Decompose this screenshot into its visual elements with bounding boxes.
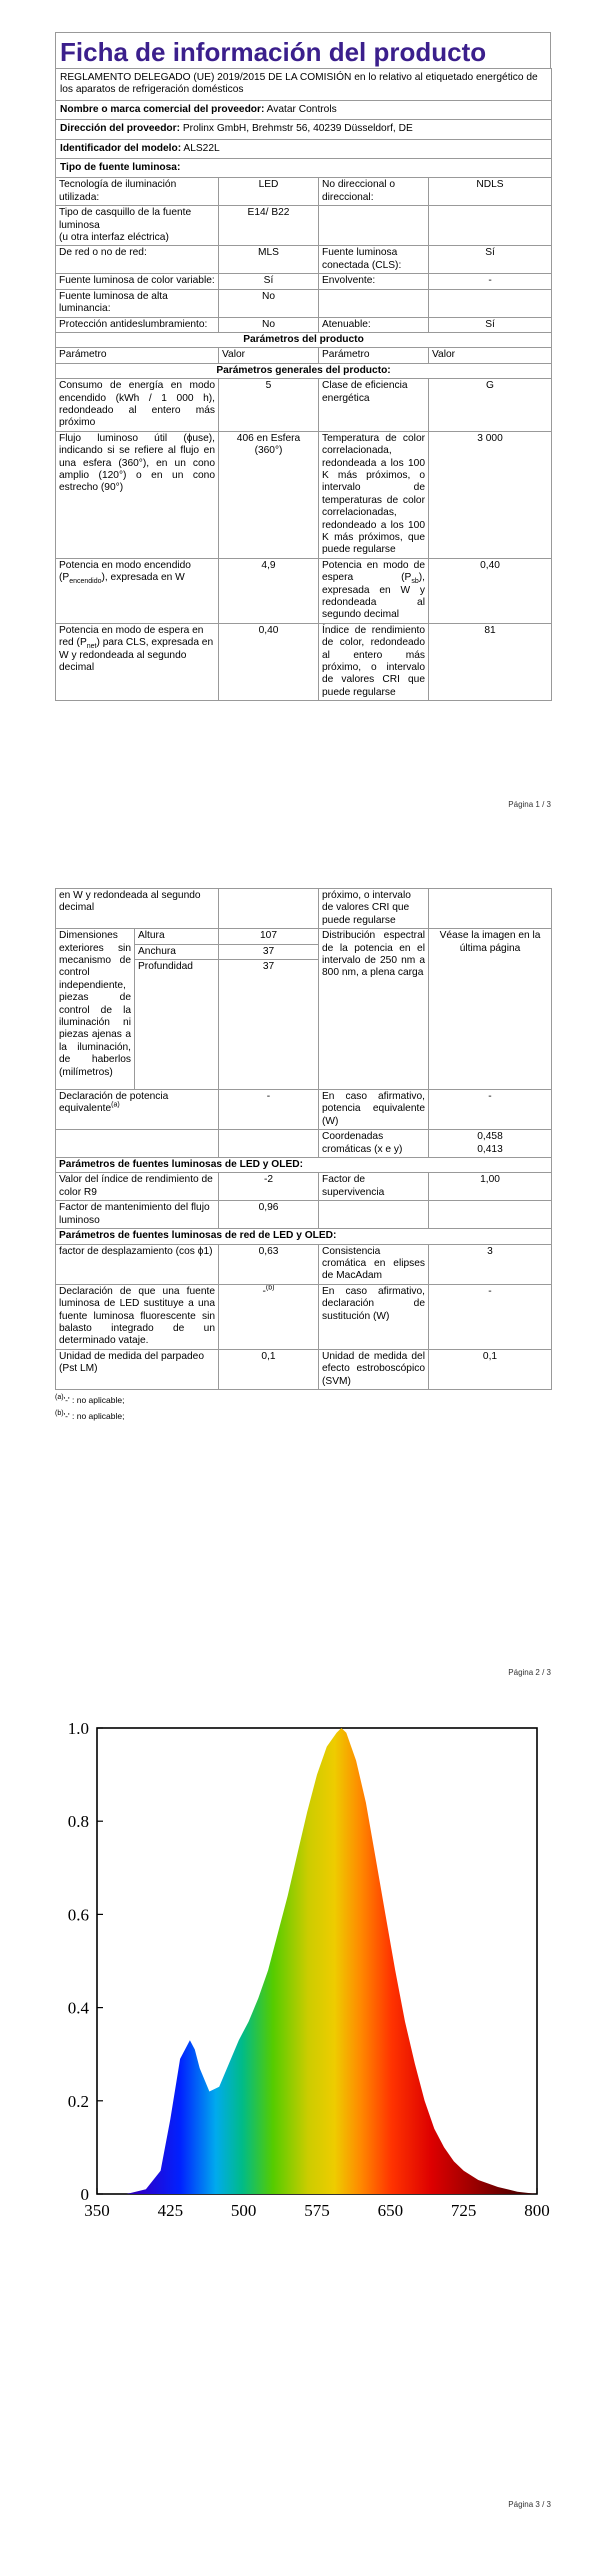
address-value: Prolinx GmbH, Brehmstr 56, 40239 Düsseldorf, DE <box>182 123 413 135</box>
x-tick-label: 350 <box>84 2201 110 2220</box>
footnote-b: $^{(b)}$'-' : no aplicable; <box>55 1410 125 1421</box>
source-type-header: Tipo de fuente luminosa: <box>56 159 552 178</box>
led-header: Parámetros de fuentes luminosas de LED y OLED: <box>56 1158 552 1173</box>
table-row: Factor de mantenimiento del flujo luminoso 0,96 <box>56 1201 552 1229</box>
table-row: en W y redondeada al segundo decimal próximo, o intervalo de valores CRI que puede regularse <box>56 889 552 929</box>
table-row: Declaración de que una fuente luminosa de LED sustituye a una fuente luminosa fluorescente sin balasto integrado de un determinado vataje. -$^{(b)}$ En caso afirmativo, declaración de sustitución (W) - <box>56 1284 552 1349</box>
x-tick-label: 425 <box>157 2201 184 2220</box>
table-row: Declaración de potencia equivalente$^{(a)}$ - En caso afirmativo, potencia equivalente (W) - <box>56 1090 552 1130</box>
table-row: Coordenadas cromáticas (x e y) 0,458 0,413 <box>56 1130 552 1158</box>
table-row: Tecnología de iluminación utilizada: LED No direccional o direccional: NDLS <box>56 178 552 206</box>
product-info-table <box>55 68 552 701</box>
product-sheet <box>55 32 551 701</box>
table-row: Tipo de casquillo de la fuente luminosa (u otra interfaz eléctrica) E14/ B22 <box>56 206 552 246</box>
page-number: Página 2 / 3 <box>508 1668 551 1677</box>
product-sheet-continued <box>55 888 551 1424</box>
page-number: Página 1 / 3 <box>508 800 551 809</box>
y-tick-label: 0.6 <box>67 1905 89 1925</box>
table-row: Profundidad 37 <box>56 960 552 1090</box>
table-row: De red o no de red: MLS Fuente luminosa conectada (CLS): Sí <box>56 246 552 274</box>
x-tick-label: 800 <box>524 2201 550 2220</box>
spectrum-area <box>126 1728 537 2194</box>
table-row: factor de desplazamiento (cos ϕ1) 0,63 Consistencia cromática en elipses de MacAdam 3 <box>56 1244 552 1284</box>
table-row: Anchura 37 <box>56 944 552 959</box>
footnotes <box>55 1392 551 1424</box>
supplier-row: Nombre o marca comercial del proveedor: Avatar Controls <box>56 100 552 119</box>
table-row: Fuente luminosa de alta luminancia: No <box>56 289 552 317</box>
table-row: Unidad de medida del parpadeo (Pst LM) 0,1 Unidad de medida del efecto estroboscópico (SVM) 0,1 <box>56 1349 552 1389</box>
model-row: Identificador del modelo: ALS22L <box>56 139 552 158</box>
general-header: Parámetros generales del producto: <box>56 363 552 378</box>
x-tick-label: 500 <box>230 2201 257 2220</box>
spectral-distribution-chart <box>55 1718 555 2248</box>
table-row: Fuente luminosa de color variable: Sí Envolvente: - <box>56 274 552 289</box>
table-row: Flujo luminoso útil (ɸuse), indicando si se refiere al flujo en una esfera (360°), en un cono amplio (120°) o en un cono estrecho (90°) 406 en Esfera (360°) Temperatura de color correlacionada, redondeada a los 100 K más próximos, o intervalo de temperaturas de color correlacionadas, redondeado a los 100 K más próximos, que puede regularse 3 000 <box>56 431 552 558</box>
y-tick-label: 0.2 <box>67 2091 89 2111</box>
y-tick-label: 0 <box>80 2185 89 2204</box>
table-row: Valor del índice de rendimiento de color R9 -2 Factor de supervivencia 1,00 <box>56 1173 552 1201</box>
y-tick-label: 0.4 <box>67 1998 89 2018</box>
page-1 <box>0 0 603 848</box>
regulation-text: REGLAMENTO DELEGADO (UE) 2019/2015 DE LA COMISIÓN en lo relativo al etiquetado energético de los aparatos de refrigeración domésticos <box>56 69 552 101</box>
y-tick-label: 0.8 <box>67 1812 89 1832</box>
product-info-table-continued <box>55 888 552 1390</box>
page-3 <box>0 1698 603 2560</box>
x-tick-label: 725 <box>450 2201 477 2220</box>
page-2 <box>0 848 603 1698</box>
table-row: Protección antideslumbramiento: No Atenuable: Sí <box>56 317 552 332</box>
table-row: Potencia en modo de espera en red $(P_{net})$ para CLS, expresada en W y redondeada al segundo decimal 0,40 Índice de rendimiento de color, redondeado al entero más próximo, o intervalo de valores CRI que puede regularse 81 <box>56 623 552 700</box>
params-header: Parámetros del producto <box>56 332 552 347</box>
page-number: Página 3 / 3 <box>508 2500 551 2509</box>
table-row: Potencia en modo encendido $(P_{encendido})$, expresada en W 4,9 Potencia en modo de espera $(P_{sb})$, expresada en W y redondeada al segundo decimal 0,40 <box>56 558 552 623</box>
x-tick-label: 650 <box>377 2201 404 2220</box>
model-value: ALS22L <box>183 142 220 154</box>
column-headers: Parámetro Valor Parámetro Valor <box>56 348 552 363</box>
table-row: Dimensiones exteriores sin mecanismo de control independiente, piezas de control de la iluminación ni piezas ajenas a la iluminación, de haberlos (milímetros) Altura 107 Distribución espectral de la potencia en el intervalo de 250 nm a 800 nm, a plena carga Véase la imagen en la última página <box>56 929 552 944</box>
footnote-a: $^{(a)}$'-' : no aplicable; <box>55 1394 125 1405</box>
table-row: Consumo de energía en modo encendido (kWh / 1 000 h), redondeado al entero más próximo 5 Clase de eficiencia energética G <box>56 379 552 432</box>
mains-header: Parámetros de fuentes luminosas de red de LED y OLED: <box>56 1229 552 1244</box>
y-tick-label: 1.0 <box>67 1719 89 1738</box>
supplier-value: Avatar Controls <box>266 103 337 115</box>
x-tick-label: 575 <box>304 2201 330 2220</box>
address-row: Dirección del proveedor: Prolinx GmbH, Brehmstr 56, 40239 Düsseldorf, DE <box>56 120 552 139</box>
dimensions-label: Dimensiones exteriores sin mecanismo de control independiente, piezas de control de la iluminación ni piezas ajenas a la iluminación, de haberlos (milímetros) <box>56 929 135 1090</box>
document-title: Ficha de información del producto <box>55 32 551 68</box>
